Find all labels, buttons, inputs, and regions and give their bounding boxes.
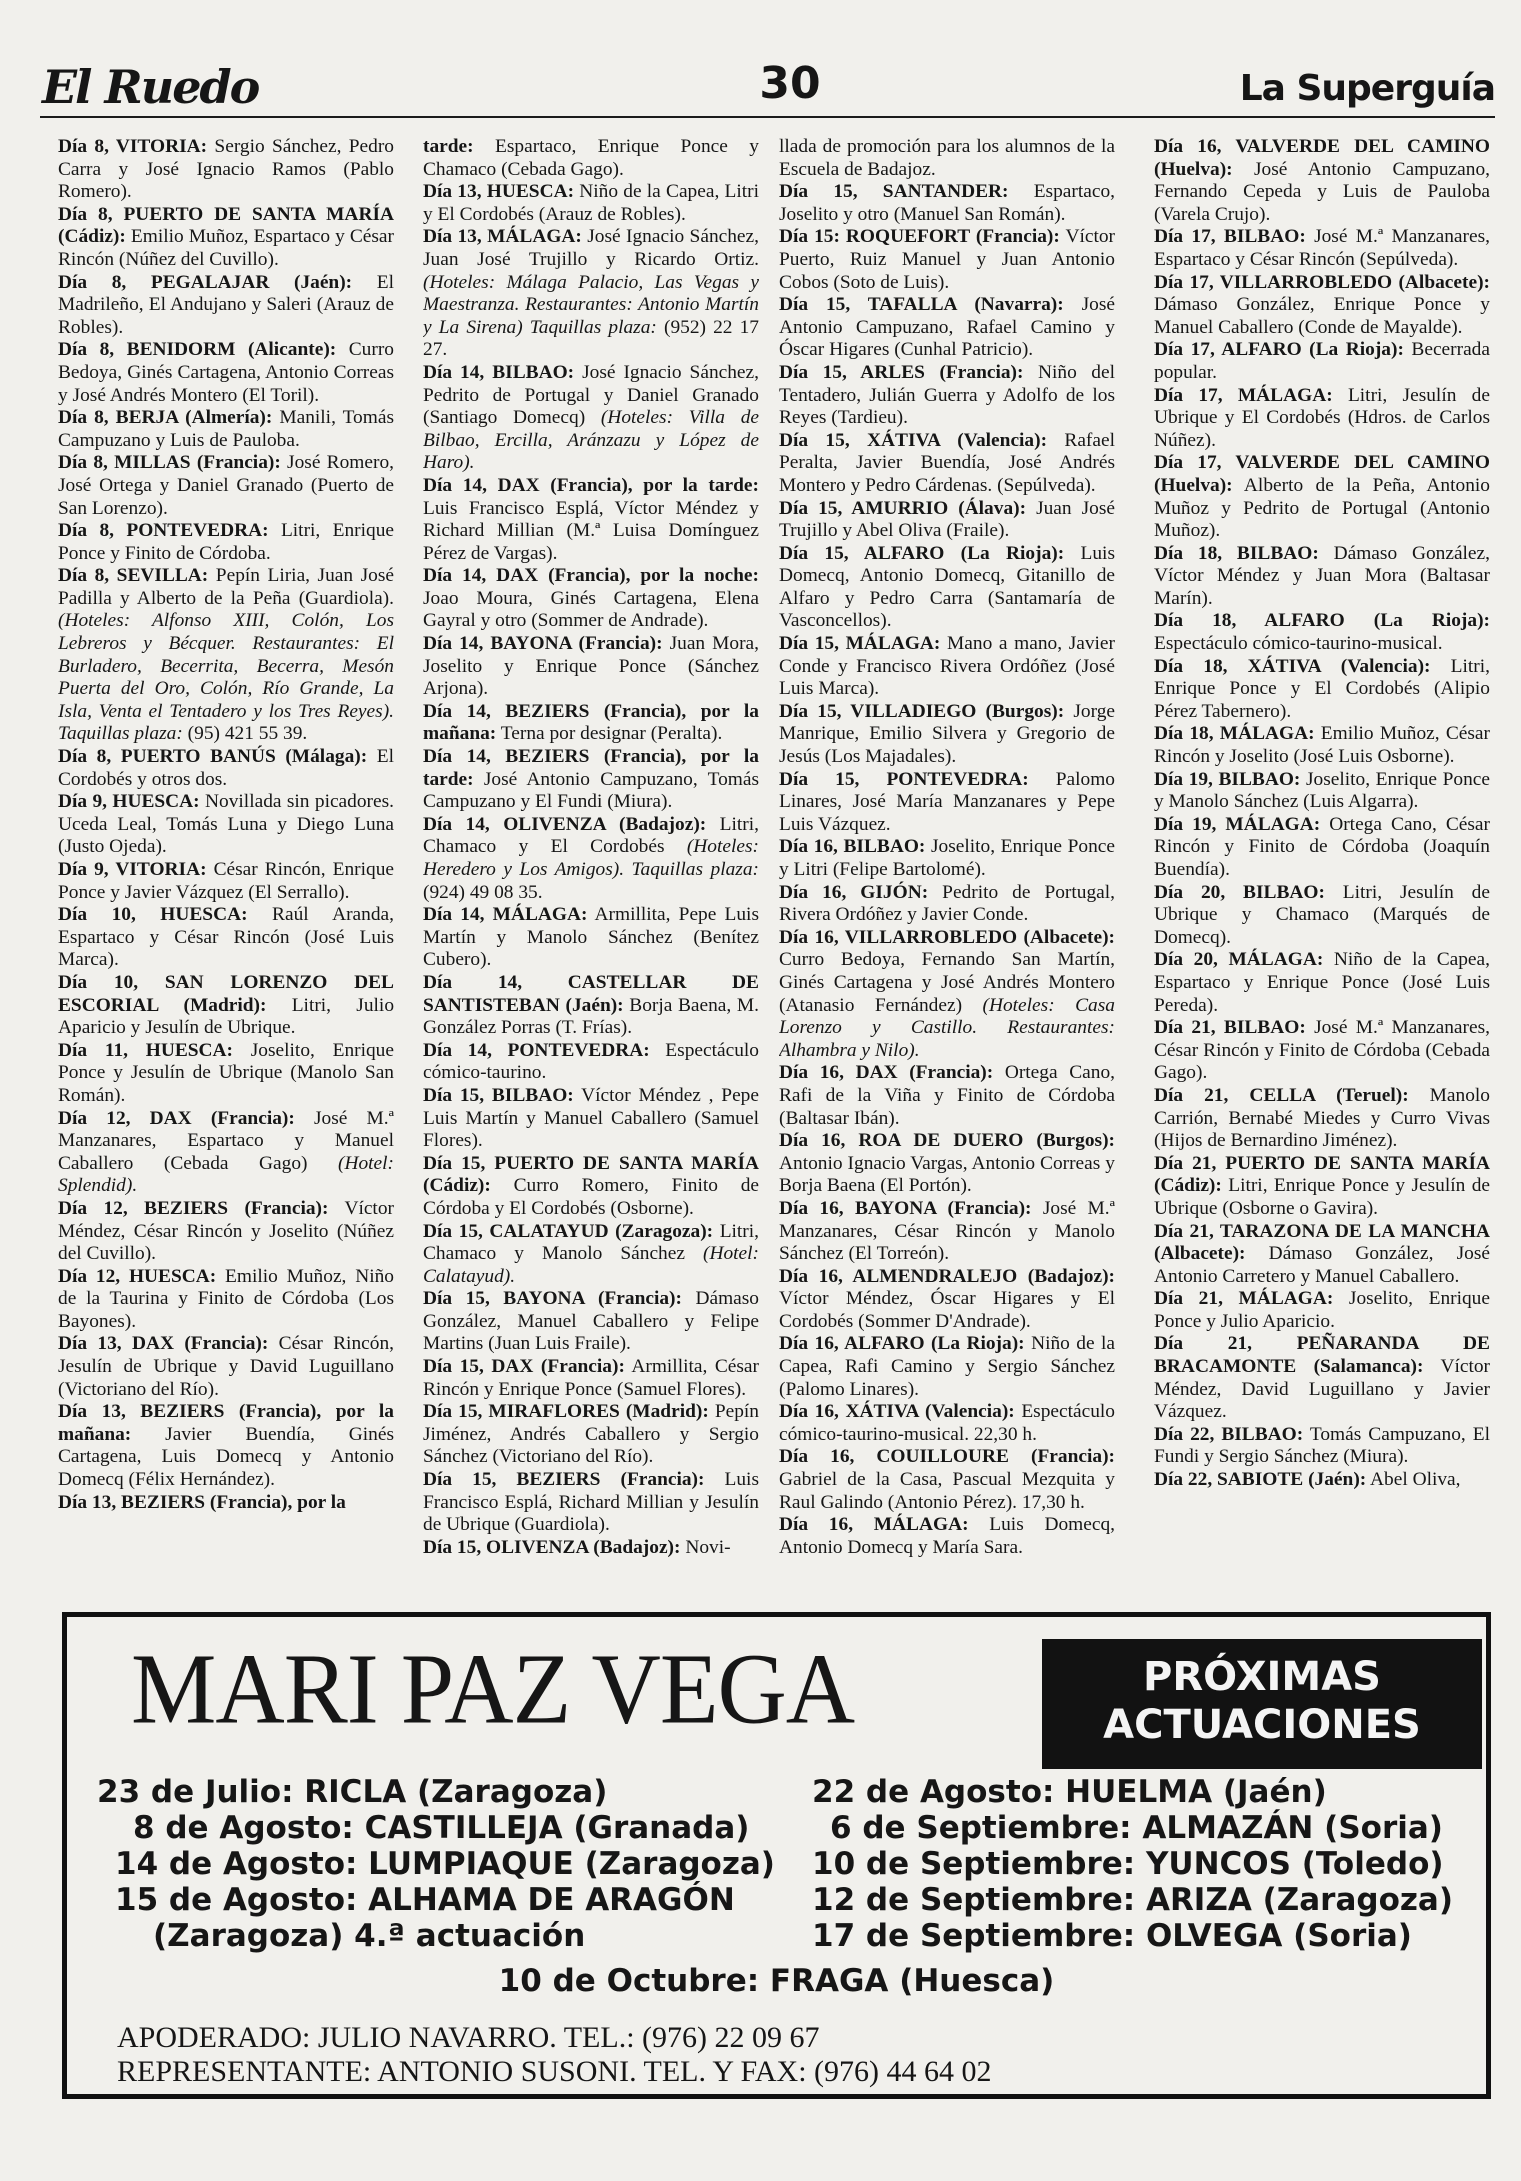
entry-text: José Ignacio Sánchez, Pedrito de Portugal y Daniel Granado (Santiago Domecq) bbox=[423, 361, 759, 429]
entry-text: Litri, Chamaco y Manolo Sánchez bbox=[423, 1220, 759, 1265]
entry-text: Litri, Jesulín de Ubrique y El Cordobés (Hdros. de Carlos Núñez). bbox=[1154, 384, 1490, 451]
entry-text: Novi- bbox=[680, 1536, 731, 1558]
entry-heading: Día 16, ALMENDRALEJO (Badajoz): bbox=[779, 1265, 1115, 1287]
entry-text: Espartaco, Enrique Ponce y Chamaco (Cebada Gago). bbox=[423, 136, 759, 180]
magazine-logo: El Ruedo bbox=[42, 60, 259, 114]
listing-entry bbox=[1154, 1017, 1490, 1085]
entry-heading: Día 11, HUESCA: bbox=[58, 1039, 234, 1061]
entry-text: Jorge Manrique, Emilio Silvera y Gregorio de Jesús (Los Majadales). bbox=[779, 700, 1115, 768]
entry-text: Niño de la Capea, Rafi Camino y Sergio Sánchez (Palomo Linares). bbox=[779, 1333, 1115, 1400]
entry-text: (952) 22 17 27. bbox=[423, 316, 759, 361]
entry-text: El Cordobés y otros dos. bbox=[58, 746, 394, 790]
ad-box-line-1: PRÓXIMAS bbox=[1143, 1654, 1381, 1700]
entry-text: Litri, Enrique Ponce y Jesulín de Ubrique (Osborne o Gavira). bbox=[1154, 1175, 1490, 1219]
listing-entry bbox=[423, 1221, 759, 1289]
entry-heading: Día 16, ROA DE DUERO (Burgos): bbox=[779, 1130, 1115, 1152]
listing-entry bbox=[1154, 1288, 1490, 1333]
listing-entry bbox=[58, 520, 394, 565]
listing-entry bbox=[58, 339, 394, 407]
entry-note: (Hotel: Splendid). bbox=[58, 1152, 394, 1197]
entry-text: José Ignacio Sánchez, Juan José Trujillo y Ricardo Ortiz. bbox=[423, 226, 759, 270]
entry-text: Dámaso González, Enrique Ponce y Manuel Caballero (Conde de Mayalde). bbox=[1154, 294, 1490, 338]
entry-text: Víctor Méndez , Pepe Luis Martín y Manuel Caballero (Samuel Flores). bbox=[423, 1084, 759, 1152]
entry-text: Emilio Muñoz, Niño de la Taurina y Finito de Córdoba (Los Bayones). bbox=[58, 1265, 394, 1332]
entry-note: (Hoteles: Villa de Bilbao, Ercilla, Aránzazu y López de Haro). bbox=[423, 407, 759, 474]
listing-entry bbox=[58, 452, 394, 520]
entry-text: Pepín Liria, Juan José Padilla y Alberto de la Peña (Guardiola). bbox=[58, 565, 394, 609]
entry-heading: Día 12, HUESCA: bbox=[58, 1265, 217, 1287]
entry-text: Litri, Jesulín de Ubrique y Chamaco (Marqués de Domecq). bbox=[1154, 881, 1490, 948]
entry-heading: Día 9, HUESCA: bbox=[58, 791, 200, 813]
entry-text: José M.ª Manzanares, César Rincón y Manolo Sánchez (El Torreón). bbox=[779, 1197, 1115, 1265]
listing-entry bbox=[779, 294, 1115, 362]
listing-entry bbox=[58, 1333, 394, 1401]
ad-date: 12 de Septiembre: ARIZA (Zaragoza) bbox=[812, 1882, 1453, 1918]
listing-entry bbox=[58, 1401, 394, 1491]
listing-entry bbox=[1154, 723, 1490, 768]
ad-dates-right bbox=[812, 1774, 1482, 1954]
listing-entry bbox=[423, 1153, 759, 1221]
entry-heading: Día 15, VILLADIEGO (Burgos): bbox=[779, 700, 1065, 722]
entry-heading: Día 21, CELLA (Teruel): bbox=[1154, 1084, 1409, 1106]
entry-heading: Día 17, BILBAO: bbox=[1154, 226, 1306, 248]
entry-text: Manolo Carrión, Bernabé Miedes y Curro Vivas (Hijos de Bernardino Jiménez). bbox=[1154, 1084, 1490, 1152]
ad-box-line-2: ACTUACIONES bbox=[1103, 1702, 1421, 1748]
entry-heading: Día 21, PUERTO DE SANTA MARÍA (Cádiz): bbox=[1154, 1152, 1490, 1197]
page-number: 30 bbox=[759, 58, 821, 109]
entry-text: Curro Bedoya, Fernando San Martín, Ginés Cartagena y José Andrés Montero (Atanasio Fernández) bbox=[779, 949, 1115, 1016]
ad-date: 8 de Agosto: CASTILLEJA (Granada) bbox=[133, 1810, 750, 1846]
entry-text: Litri, Enrique Ponce y El Cordobés (Alipio Pérez Tabernero). bbox=[1154, 655, 1490, 722]
listing-entry bbox=[423, 1401, 759, 1469]
listing-entry bbox=[1154, 769, 1490, 814]
listing-entry bbox=[1154, 1221, 1490, 1289]
listing-entry bbox=[1154, 1333, 1490, 1423]
listing-entry bbox=[58, 272, 394, 340]
listing-entry bbox=[1154, 452, 1490, 542]
entry-text: Armillita, Pepe Luis Martín y Manolo Sánchez (Benítez Cubero). bbox=[423, 904, 759, 971]
listing-entry bbox=[58, 1266, 394, 1334]
entry-heading: Día 14, BEZIERS (Francia), por la tarde: bbox=[423, 746, 759, 790]
listing-entry bbox=[423, 362, 759, 475]
entry-heading: Día 15, BAYONA (Francia): bbox=[423, 1288, 682, 1310]
entry-heading: Día 8, PEGALAJAR (Jaén): bbox=[58, 271, 353, 293]
listing-entry bbox=[58, 204, 394, 272]
listing-entry bbox=[423, 814, 759, 904]
entry-text: Raúl Aranda, Espartaco y César Rincón (José Luis Marca). bbox=[58, 904, 394, 971]
entry-heading: Día 16, BILBAO: bbox=[779, 836, 926, 858]
listing-entry bbox=[423, 1040, 759, 1085]
entry-heading: Día 17, VALVERDE DEL CAMINO (Huelva): bbox=[1154, 452, 1490, 496]
entry-text: Espectáculo cómico-taurino-musical. bbox=[1154, 633, 1443, 655]
listing-column-3 bbox=[779, 136, 1115, 1594]
listing-entry bbox=[58, 1198, 394, 1266]
ad-date: 6 de Septiembre: ALMAZÁN (Soria) bbox=[830, 1810, 1443, 1846]
listing-column-4 bbox=[1154, 136, 1490, 1594]
entry-heading: Día 8, MILLAS (Francia): bbox=[58, 452, 281, 474]
entry-heading: Día 10, HUESCA: bbox=[58, 904, 248, 926]
entry-text: Sergio Sánchez, Pedro Carra y José Ignacio Ramos (Pablo Romero). bbox=[58, 136, 394, 203]
listing-entry bbox=[779, 498, 1115, 543]
ad-upcoming-box bbox=[1042, 1639, 1482, 1769]
listing-entry bbox=[779, 1130, 1115, 1198]
ad-date: 17 de Septiembre: OLVEGA (Soria) bbox=[812, 1918, 1412, 1954]
entry-heading: Día 15, CALATAYUD (Zaragoza): bbox=[423, 1220, 714, 1242]
entry-text: (95) 421 55 39. bbox=[182, 723, 308, 745]
entry-text: Juan José Trujillo y Abel Oliva (Fraile). bbox=[779, 497, 1115, 542]
entry-heading: Día 8, PONTEVEDRA: bbox=[58, 520, 269, 542]
entry-text: Tomás Campuzano, El Fundi y Sergio Sánchez (Miura). bbox=[1154, 1423, 1490, 1468]
listing-entry bbox=[58, 565, 394, 746]
entry-heading: Día 15: ROQUEFORT (Francia): bbox=[779, 226, 1060, 248]
entry-text: Becerrada popular. bbox=[1154, 339, 1490, 383]
entry-heading: Día 15, SANTANDER: bbox=[779, 181, 1009, 203]
entry-heading: Día 14, DAX (Francia), por la tarde: bbox=[423, 474, 759, 496]
entry-text: Alberto de la Peña, Antonio Muñoz y Pedrito de Portugal (Antonio Muñoz). bbox=[1154, 474, 1490, 542]
listing-entry bbox=[58, 407, 394, 452]
entry-heading: Día 14, CASTELLAR DE SANTISTEBAN (Jaén): bbox=[423, 971, 759, 1016]
listing-entry bbox=[1154, 882, 1490, 950]
listing-entry bbox=[423, 1469, 759, 1537]
entry-heading: Día 16, VILLARROBLEDO (Albacete): bbox=[779, 926, 1115, 948]
listing-entry bbox=[423, 1356, 759, 1401]
entry-text: Joselito, Enrique Ponce y Jesulín de Ubrique (Manolo San Román). bbox=[58, 1039, 394, 1106]
entry-heading: Día 10, SAN LORENZO DEL ESCORIAL (Madrid): bbox=[58, 971, 394, 1016]
listing-entry bbox=[423, 565, 759, 633]
ad-date: 14 de Agosto: LUMPIAQUE (Zaragoza) bbox=[115, 1846, 775, 1882]
entry-text: Abel Oliva, bbox=[1366, 1469, 1461, 1491]
listing-entry bbox=[779, 136, 1115, 181]
entry-heading: Día 21, PEÑARANDA DE BRACAMONTE (Salamanca): bbox=[1154, 1333, 1490, 1378]
entry-heading: Día 13, BEZIERS (Francia), por la mañana: bbox=[58, 1401, 394, 1445]
ad-date: 10 de Septiembre: YUNCOS (Toledo) bbox=[812, 1846, 1444, 1882]
entry-text: Litri, Enrique Ponce y Finito de Córdoba. bbox=[58, 520, 394, 564]
entry-heading: Día 18, XÁTIVA (Valencia): bbox=[1154, 655, 1431, 677]
entry-heading: Día 8, SEVILLA: bbox=[58, 565, 209, 587]
entry-text: Víctor Méndez, David Luguillano y Javier Vázquez. bbox=[1154, 1356, 1490, 1423]
entry-heading: Día 14, MÁLAGA: bbox=[423, 904, 588, 926]
entry-text: César Rincón, Enrique Ponce y Javier Vázquez (El Serrallo). bbox=[58, 859, 394, 903]
listing-entry bbox=[779, 1062, 1115, 1130]
entry-text: Luis Francisco Esplá, Richard Millian y Jesulín de Ubrique (Guardiola). bbox=[423, 1469, 759, 1536]
listing-entry bbox=[779, 543, 1115, 633]
entry-heading: Día 21, MÁLAGA: bbox=[1154, 1288, 1334, 1310]
entry-text: Pepín Jiménez, Andrés Caballero y Sergio Sánchez (Victoriano del Río). bbox=[423, 1401, 759, 1468]
ad-date: 22 de Agosto: HUELMA (Jaén) bbox=[812, 1774, 1327, 1810]
entry-heading: Día 8, VITORIA: bbox=[58, 136, 208, 157]
entry-heading: Día 14, DAX (Francia), por la noche: bbox=[423, 565, 759, 587]
listing-entry bbox=[1154, 136, 1490, 226]
entry-heading: Día 8, PUERTO DE SANTA MARÍA (Cádiz): bbox=[58, 203, 394, 248]
ad-date: 23 de Julio: RICLA (Zaragoza) bbox=[97, 1774, 608, 1810]
listing-entry bbox=[1154, 226, 1490, 271]
entry-text: Palomo Linares, José María Manzanares y Pepe Luis Vázquez. bbox=[779, 768, 1115, 835]
entry-text: Joao Moura, Ginés Cartagena, Elena Gayral y otro (Sommer de Andrade). bbox=[423, 587, 759, 632]
bullfight-listings bbox=[58, 136, 1490, 1594]
entry-heading: Día 8, PUERTO BANÚS (Málaga): bbox=[58, 746, 368, 768]
entry-text: Mano a mano, Javier Conde y Francisco Rivera Ordóñez (José Luis Marca). bbox=[779, 633, 1115, 700]
listing-entry bbox=[58, 972, 394, 1040]
listing-entry bbox=[58, 859, 394, 904]
listing-column-2 bbox=[423, 136, 759, 1594]
entry-text: Ortega Cano, Rafi de la Viña y Finito de Córdoba (Baltasar Ibán). bbox=[779, 1062, 1115, 1129]
entry-heading: Día 13, HUESCA: bbox=[423, 181, 575, 203]
entry-heading: Día 22, SABIOTE (Jaén): bbox=[1154, 1469, 1367, 1491]
entry-text: José M.ª Manzanares, Espartaco y César Rincón (Sepúlveda). bbox=[1154, 226, 1490, 270]
entry-heading: Día 21, BILBAO: bbox=[1154, 1017, 1306, 1039]
entry-text: Espartaco, Joselito y otro (Manuel San Román). bbox=[779, 181, 1115, 225]
entry-heading: Día 15, PONTEVEDRA: bbox=[779, 768, 1029, 790]
listing-entry bbox=[423, 1537, 759, 1560]
entry-text: Luis Francisco Esplá, Víctor Méndez y Richard Millian (M.ª Luisa Domínguez Pérez de Vargas). bbox=[423, 497, 759, 564]
entry-text: Terna por designar (Peralta). bbox=[496, 723, 723, 745]
entry-heading: Día 15, BEZIERS (Francia): bbox=[423, 1469, 705, 1491]
entry-text: Juan Mora, Joselito y Enrique Ponce (Sánchez Arjona). bbox=[423, 633, 759, 700]
entry-heading: Día 14, BEZIERS (Francia), por la mañana: bbox=[423, 700, 759, 745]
entry-text: Ortega Cano, César Rincón y Finito de Córdoba (Joaquín Buendía). bbox=[1154, 813, 1490, 880]
entry-text: Emilio Muñoz, César Rincón y Joselito (José Luis Osborne). bbox=[1154, 723, 1490, 768]
ad-representante: REPRESENTANTE: ANTONIO SUSONI. TEL. Y FAX: (976) 44 64 02 bbox=[117, 2055, 992, 2088]
listing-entry bbox=[779, 1266, 1115, 1334]
listing-entry bbox=[779, 181, 1115, 226]
listing-entry bbox=[779, 362, 1115, 430]
entry-text: Armillita, César Rincón y Enrique Ponce (Samuel Flores). bbox=[423, 1356, 759, 1400]
listing-entry bbox=[423, 1288, 759, 1356]
listing-entry bbox=[779, 1446, 1115, 1514]
entry-heading: Día 15, MÁLAGA: bbox=[779, 633, 941, 655]
listing-entry bbox=[58, 791, 394, 859]
listing-entry bbox=[58, 136, 394, 204]
entry-text: Dámaso González, Víctor Méndez y Juan Mora (Baltasar Marín). bbox=[1154, 542, 1490, 609]
entry-text: Joselito, Enrique Ponce y Manolo Sánchez (Luis Algarra). bbox=[1154, 768, 1490, 813]
entry-heading: Día 12, DAX (Francia): bbox=[58, 1107, 295, 1129]
ad-date-final: 10 de Octubre: FRAGA (Huesca) bbox=[498, 1963, 1055, 1999]
entry-text: El Madrileño, El Andujano y Saleri (Arauz de Robles). bbox=[58, 271, 394, 338]
entry-text: Luis Domecq, Antonio Domecq y María Sara. bbox=[779, 1514, 1115, 1558]
listing-entry bbox=[423, 633, 759, 701]
entry-heading: Día 14, OLIVENZA (Badajoz): bbox=[423, 813, 707, 835]
listing-entry bbox=[779, 430, 1115, 498]
entry-text: José Antonio Campuzano, Tomás Campuzano y El Fundi (Miura). bbox=[423, 768, 759, 813]
entry-text: Curro Bedoya, Ginés Cartagena, Antonio Correas y José Andrés Montero (El Toril). bbox=[58, 339, 394, 406]
entry-heading: Día 15, MIRAFLORES (Madrid): bbox=[423, 1401, 709, 1423]
listing-entry bbox=[779, 226, 1115, 294]
entry-heading: Día 19, BILBAO: bbox=[1154, 768, 1301, 790]
listing-entry bbox=[1154, 1085, 1490, 1153]
listing-entry bbox=[58, 1492, 394, 1515]
entry-note: (Hotel: Calatayud). bbox=[423, 1243, 759, 1287]
entry-text: José Romero, José Ortega y Daniel Granado (Puerto de San Lorenzo). bbox=[58, 452, 394, 519]
entry-text: Javier Buendía, Ginés Cartagena, Luis Domecq y Antonio Domecq (Félix Hernández). bbox=[58, 1423, 394, 1491]
listing-entry bbox=[1154, 339, 1490, 384]
entry-text: José Antonio Campuzano, Fernando Cepeda y Luis de Pauloba (Varela Crujo). bbox=[1154, 158, 1490, 225]
entry-heading: Día 18, BILBAO: bbox=[1154, 542, 1319, 564]
entry-text: Víctor Méndez, César Rincón y Joselito (Núñez del Cuvillo). bbox=[58, 1197, 394, 1265]
entry-heading: Día 20, MÁLAGA: bbox=[1154, 949, 1324, 971]
listing-entry bbox=[423, 746, 759, 814]
listing-entry bbox=[58, 746, 394, 791]
entry-heading: Día 15, ALFARO (La Rioja): bbox=[779, 542, 1065, 564]
listing-entry bbox=[423, 1085, 759, 1153]
entry-heading: Día 17, VILLARROBLEDO (Albacete): bbox=[1154, 271, 1490, 293]
entry-text: Rafael Peralta, Javier Buendía, José Andrés Montero y Pedro Cárdenas. (Sepúlveda). bbox=[779, 429, 1115, 496]
entry-text: Borja Baena, M. González Porras (T. Frías). bbox=[423, 994, 759, 1039]
entry-text: Joselito, Enrique Ponce y Litri (Felipe Bartolomé). bbox=[779, 836, 1115, 880]
entry-text: Dámaso González, José Antonio Carretero y Manuel Caballero. bbox=[1154, 1243, 1490, 1287]
listing-entry bbox=[779, 701, 1115, 769]
entry-heading: Día 20, BILBAO: bbox=[1154, 881, 1325, 903]
listing-entry bbox=[1154, 272, 1490, 340]
masthead bbox=[40, 58, 1495, 116]
ad-dates-left bbox=[97, 1774, 817, 1954]
entry-text: Litri, Chamaco y El Cordobés bbox=[423, 813, 759, 858]
entry-heading: Día 15, PUERTO DE SANTA MARÍA (Cádiz): bbox=[423, 1152, 759, 1197]
ad-contacts bbox=[117, 2021, 992, 2089]
listing-entry bbox=[1154, 1424, 1490, 1469]
entry-heading: Día 14, BILBAO: bbox=[423, 361, 575, 383]
listing-entry bbox=[58, 1040, 394, 1108]
entry-note: (Hoteles: Heredero y Los Amigos). Taquillas plaza: bbox=[423, 836, 759, 880]
entry-text: José M.ª Manzanares, Espartaco y Manuel Caballero (Cebada Gago) bbox=[58, 1107, 394, 1174]
listing-entry bbox=[779, 927, 1115, 1063]
entry-heading: Día 16, COUILLOURE (Francia): bbox=[779, 1446, 1115, 1468]
ad-apoderado: APODERADO: JULIO NAVARRO. TEL.: (976) 22 09 67 bbox=[117, 2021, 820, 2054]
entry-note: (Hoteles: Alfonso XIII, Colón, Los Lebreros y Bécquer. Restaurantes: El Burladero, Becerrita, Becerra, Mesón Puerta del Oro, Colón, Río Grande, La Isla, Venta el Tentadero y los Tres Reyes). Taquillas plaza: bbox=[58, 610, 394, 745]
listing-entry bbox=[1154, 385, 1490, 453]
entry-heading: Día 18, MÁLAGA: bbox=[1154, 723, 1315, 745]
entry-text: José Antonio Campuzano, Rafael Camino y Óscar Higares (Cunhal Patricio). bbox=[779, 294, 1115, 361]
listing-entry bbox=[779, 1514, 1115, 1559]
listing-entry bbox=[423, 181, 759, 226]
entry-heading: Día 16, BAYONA (Francia): bbox=[779, 1197, 1032, 1219]
listing-entry bbox=[779, 769, 1115, 837]
entry-heading: tarde: bbox=[423, 136, 474, 157]
entry-heading: Día 15, OLIVENZA (Badajoz): bbox=[423, 1536, 681, 1558]
entry-text: Niño de la Capea, Litri y El Cordobés (Arauz de Robles). bbox=[423, 181, 759, 225]
listing-entry bbox=[1154, 1153, 1490, 1221]
listing-entry bbox=[423, 701, 759, 746]
ad-date: (Zaragoza) 4.ª actuación bbox=[153, 1918, 586, 1954]
ad-date: 15 de Agosto: ALHAMA DE ARAGÓN bbox=[115, 1882, 735, 1918]
entry-heading: Día 18, ALFARO (La Rioja): bbox=[1154, 610, 1490, 632]
entry-heading: Día 15, ARLES (Francia): bbox=[779, 361, 1024, 383]
listing-entry bbox=[779, 836, 1115, 881]
entry-heading: Día 17, MÁLAGA: bbox=[1154, 384, 1333, 406]
entry-text: Antonio Ignacio Vargas, Antonio Correas y Borja Baena (El Portón). bbox=[779, 1152, 1115, 1197]
entry-heading: Día 14, BAYONA (Francia): bbox=[423, 633, 663, 655]
section-title: La Superguía bbox=[1239, 68, 1495, 109]
entry-heading: Día 15, BILBAO: bbox=[423, 1084, 574, 1106]
entry-heading: Día 16, MÁLAGA: bbox=[779, 1514, 969, 1536]
listing-entry bbox=[779, 1198, 1115, 1266]
entry-heading: Día 12, BEZIERS (Francia): bbox=[58, 1197, 329, 1219]
listing-entry bbox=[423, 904, 759, 972]
entry-heading: Día 13, DAX (Francia): bbox=[58, 1333, 269, 1355]
entry-heading: Día 16, ALFARO (La Rioja): bbox=[779, 1333, 1025, 1355]
listing-entry bbox=[779, 1333, 1115, 1401]
entry-heading: Día 15, XÁTIVA (Valencia): bbox=[779, 429, 1048, 451]
entry-heading: Día 19, MÁLAGA: bbox=[1154, 813, 1321, 835]
entry-heading: Día 16, DAX (Francia): bbox=[779, 1062, 994, 1084]
entry-heading: Día 13, MÁLAGA: bbox=[423, 226, 582, 248]
entry-heading: Día 15, DAX (Francia): bbox=[423, 1356, 625, 1378]
entry-heading: Día 13, BEZIERS (Francia), por la bbox=[58, 1491, 346, 1513]
entry-text: Pedrito de Portugal, Rivera Ordóñez y Javier Conde. bbox=[779, 881, 1115, 926]
entry-text: llada de promoción para los alumnos de la Escuela de Badajoz. bbox=[779, 136, 1115, 180]
entry-text: (924) 49 08 35. bbox=[423, 881, 543, 903]
entry-text: Víctor Méndez, Óscar Higares y El Cordobés (Sommer D'Andrade). bbox=[779, 1288, 1115, 1332]
entry-heading: Día 16, VALVERDE DEL CAMINO (Huelva): bbox=[1154, 136, 1490, 180]
entry-text: Niño del Tentadero, Julián Guerra y Adolfo de los Reyes (Tardieu). bbox=[779, 361, 1115, 429]
entry-heading: Día 8, BENIDORM (Alicante): bbox=[58, 339, 337, 361]
advertisement bbox=[62, 1612, 1491, 2099]
entry-heading: Día 9, VITORIA: bbox=[58, 859, 207, 880]
listing-entry bbox=[58, 904, 394, 972]
entry-heading: Día 16, GIJÓN: bbox=[779, 881, 929, 903]
entry-text: Novillada sin picadores. Uceda Leal, Tomás Luna y Diego Luna (Justo Ojeda). bbox=[58, 791, 394, 858]
entry-text: Niño de la Capea, Espartaco y Enrique Ponce (José Luis Pereda). bbox=[1154, 949, 1490, 1016]
listing-entry bbox=[423, 136, 759, 181]
entry-text: Curro Romero, Finito de Córdoba y El Cordobés (Osborne). bbox=[423, 1175, 759, 1219]
listing-entry bbox=[1154, 543, 1490, 611]
entry-text: César Rincón, Jesulín de Ubrique y David Luguillano (Victoriano del Río). bbox=[58, 1333, 394, 1400]
listing-entry bbox=[423, 226, 759, 362]
entry-heading: Día 21, TARAZONA DE LA MANCHA (Albacete): bbox=[1154, 1220, 1490, 1265]
entry-text: Dámaso González, Manuel Caballero y Felipe Martins (Juan Luis Fraile). bbox=[423, 1288, 759, 1355]
entry-text: Gabriel de la Casa, Pascual Mezquita y Raul Galindo (Antonio Pérez). 17,30 h. bbox=[779, 1469, 1115, 1513]
listing-entry bbox=[423, 972, 759, 1040]
ad-artist-name: MARI PAZ VEGA bbox=[131, 1632, 855, 1745]
entry-text: Litri, Julio Aparicio y Jesulín de Ubrique. bbox=[58, 994, 394, 1039]
entry-text: Manili, Tomás Campuzano y Luis de Pauloba. bbox=[58, 407, 394, 451]
entry-text: Joselito, Enrique Ponce y Julio Aparicio. bbox=[1154, 1288, 1490, 1332]
listing-entry bbox=[1154, 1469, 1490, 1492]
entry-note: (Hoteles: Málaga Palacio, Las Vegas y Maestranza. Restaurantes: Antonio Martín y La Sirena) Taquillas plaza: bbox=[423, 271, 759, 338]
header-rule bbox=[40, 116, 1495, 118]
listing-entry bbox=[1154, 656, 1490, 724]
listing-entry bbox=[779, 1401, 1115, 1446]
entry-heading: Día 8, BERJA (Almería): bbox=[58, 407, 273, 429]
entry-text: Luis Domecq, Antonio Domecq, Gitanillo de Alfaro y Pedro Carra (Santamaría de Vasconcellos). bbox=[779, 542, 1115, 632]
entry-heading: Día 14, PONTEVEDRA: bbox=[423, 1039, 650, 1061]
entry-note: (Hoteles: Casa Lorenzo y Castillo. Restaurantes: Alhambra y Nilo). bbox=[779, 994, 1115, 1061]
listing-entry bbox=[779, 633, 1115, 701]
entry-heading: Día 15, AMURRIO (Álava): bbox=[779, 497, 1027, 519]
entry-heading: Día 16, XÁTIVA (Valencia): bbox=[779, 1401, 1015, 1423]
listing-entry bbox=[1154, 814, 1490, 882]
entry-heading: Día 22, BILBAO: bbox=[1154, 1423, 1304, 1445]
listing-column-1 bbox=[58, 136, 394, 1594]
entry-text: Espectáculo cómico-taurino-musical. 22,30 h. bbox=[779, 1401, 1115, 1445]
entry-heading: Día 15, TAFALLA (Navarra): bbox=[779, 294, 1064, 316]
entry-text: José M.ª Manzanares, César Rincón y Finito de Córdoba (Cebada Gago). bbox=[1154, 1017, 1490, 1084]
listing-entry bbox=[423, 475, 759, 565]
listing-entry bbox=[1154, 610, 1490, 655]
entry-text: Espectáculo cómico-taurino. bbox=[423, 1039, 759, 1084]
listing-entry bbox=[58, 1108, 394, 1198]
listing-entry bbox=[779, 882, 1115, 927]
entry-heading: Día 17, ALFARO (La Rioja): bbox=[1154, 339, 1404, 361]
entry-text: Emilio Muñoz, Espartaco y César Rincón (Núñez del Cuvillo). bbox=[58, 226, 394, 270]
entry-text: Víctor Puerto, Ruiz Manuel y Juan Antonio Cobos (Soto de Luis). bbox=[779, 226, 1115, 293]
listing-entry bbox=[1154, 949, 1490, 1017]
